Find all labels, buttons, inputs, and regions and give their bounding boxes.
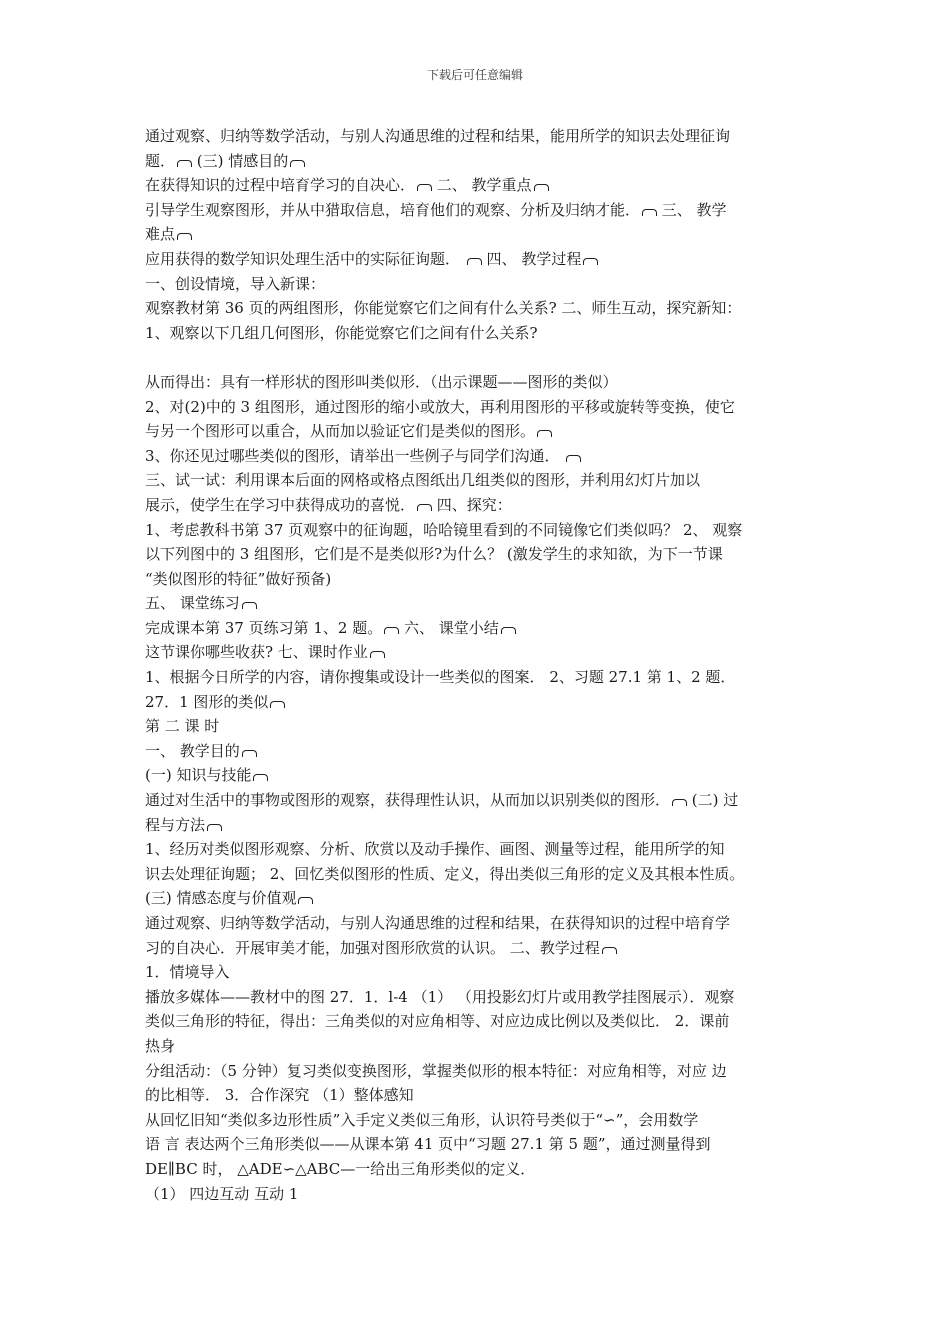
- text-line: 一、 教学目的: [145, 739, 815, 764]
- paragraph-mark-icon: [177, 160, 192, 167]
- text-line: 播放多媒体——教材中的图 27．1．l-4 （1） （用投影幻灯片或用教学挂图展示）．观察: [145, 987, 735, 1006]
- paragraph-mark-icon: [417, 184, 432, 191]
- paragraph-mark-icon: [242, 750, 257, 757]
- paragraph-mark-icon: [253, 774, 268, 781]
- paragraph-mark-icon: [642, 209, 657, 216]
- text-line: 引导学生观察图形，并从中猎取信息，培育他们的观察、分析及归纳才能． 三、 教学: [145, 200, 727, 219]
- paragraph-mark-icon: [583, 258, 598, 265]
- text-line: 语 言 表达两个三角形类似——从课本第 41 页中“习题 27.1 第 5 题”，通过测量得到: [145, 1135, 711, 1154]
- text-line: 1、根据今日所学的内容，请你搜集或设计一些类似的图案． 2、习题 27.1 第 1、2 题．: [145, 668, 736, 687]
- text-line: 通过观察、归纳等数学活动，与别人沟通思维的过程和结果，在获得知识的过程中培育学: [145, 914, 731, 932]
- text-line: 以下列图中的 3 组图形，它们是不是类似形?为什么？ (激发学生的求知欲，为下一节课: [145, 545, 723, 564]
- text-line: 完成课本第 37 页练习第 1、2 题。 六、 课堂小结: [145, 616, 815, 641]
- paragraph-mark-icon: [270, 701, 285, 708]
- text-line: 2、对(2)中的 3 组图形，通过图形的缩小或放大，再利用图形的平移或旋转等变换，使它: [145, 397, 735, 416]
- text-line: (三) 情感态度与价值观: [145, 886, 815, 911]
- text-line: 识去处理征询题； 2、回忆类似图形的性质、定义，得出类似三角形的定义及其根本性质。: [145, 864, 745, 883]
- paragraph-mark-icon: [242, 602, 257, 609]
- text-line: 从而得出：具有一样形状的图形叫类似形．（出示课题——图形的类似）: [145, 372, 618, 391]
- text-line: 程与方法: [145, 813, 815, 838]
- paragraph-mark-icon: [207, 824, 222, 831]
- text-line: 与另一个图形可以重合，从而加以验证它们是类似的图形。: [145, 419, 815, 444]
- text-line: 1、经历对类似图形观察、分析、欣赏以及动手操作、画图、测量等过程，能用所学的知: [145, 840, 725, 859]
- text-line: 的比相等． 3．合作深究 （1）整体感知: [145, 1086, 414, 1105]
- text-line: 热身: [145, 1036, 176, 1055]
- text-line: DE∥BC 时， △ADE∽△ABC—一给出三角形类似的定义．: [145, 1159, 536, 1178]
- paragraph-mark-icon: [298, 897, 313, 904]
- text-line: 1、观察以下几组几何图形，你能觉察它们之间有什么关系?: [145, 323, 538, 342]
- paragraph-mark-icon: [384, 627, 399, 634]
- paragraph-mark-icon: [566, 455, 581, 462]
- page-header: 下载后可任意编辑: [426, 68, 523, 82]
- text-line: 展示，使学生在学习中获得成功的喜悦． 四、探究：: [145, 495, 512, 514]
- paragraph-mark-icon: [290, 160, 305, 167]
- text-line: （1） 四边互动 互动 1: [145, 1184, 299, 1203]
- paragraph-mark-icon: [602, 947, 617, 954]
- text-line: 3、你还见过哪些类似的图形，请举出一些例子与同学们沟通．: [145, 444, 815, 469]
- paragraph-mark-icon: [177, 233, 192, 240]
- paragraph-mark-icon: [534, 184, 549, 191]
- text-line: 一、创设情境，导入新课：: [145, 274, 326, 293]
- text-line: 习的自决心．开展审美才能，加强对图形欣赏的认识。 二、教学过程: [145, 936, 815, 961]
- text-line: 从回忆旧知“类似多边形性质”入手定义类似三角形，认识符号类似于“∽”，会用数学: [145, 1110, 699, 1129]
- text-line: 类似三角形的特征，得出：三角类似的对应角相等、对应边成比例以及类似比． 2．课前: [145, 1012, 730, 1031]
- text-line: 分组活动：（5 分钟）复习类似变换图形，掌握类似形的根本特征：对应角相等，对应 边: [145, 1061, 727, 1080]
- paragraph-mark-icon: [501, 627, 516, 634]
- paragraph-mark-icon: [537, 430, 552, 437]
- text-line: 题． (三) 情感目的: [145, 149, 815, 174]
- text-line: 1、考虑教科书第 37 页观察中的征询题，哈哈镜里看到的不同镜像它们类似吗？ 2、 观察: [145, 520, 743, 539]
- paragraph-mark-icon: [417, 504, 432, 511]
- text-line: 1．情境导入: [145, 963, 230, 982]
- paragraph-mark-icon: [672, 799, 687, 806]
- document-body: [145, 124, 815, 1206]
- text-line: 五、 课堂练习: [145, 591, 815, 616]
- paragraph-mark-icon: [370, 651, 385, 658]
- text-line: “类似图形的特征”做好预备): [145, 569, 332, 588]
- paragraph-mark-icon: [467, 258, 482, 265]
- text-line: 观察教材第 36 页的两组图形，你能觉察它们之间有什么关系? 二、师生互动，探究新知：: [145, 299, 742, 318]
- text-line: [145, 345, 815, 370]
- text-line: 通过对生活中的事物或图形的观察，获得理性认识，从而加以识别类似的图形． (二) 过: [145, 791, 739, 810]
- text-line: 在获得知识的过程中培育学习的自决心． 二、 教学重点: [145, 173, 815, 198]
- text-line: 27．1 图形的类似: [145, 690, 815, 715]
- text-line: 应用获得的数学知识处理生活中的实际征询题． 四、 教学过程: [145, 247, 815, 272]
- text-line: 通过观察、归纳等数学活动，与别人沟通思维的过程和结果，能用所学的知识去处理征询: [145, 127, 731, 145]
- text-line: 这节课你哪些收获? 七、课时作业: [145, 640, 815, 665]
- text-line: (一) 知识与技能: [145, 763, 815, 788]
- text-line: 三、试一试：利用课本后面的网格或格点图纸出几组类似的图形，并利用幻灯片加以: [145, 471, 701, 490]
- text-line: 第 二 课 时: [145, 717, 220, 736]
- text-line: 难点: [145, 222, 815, 247]
